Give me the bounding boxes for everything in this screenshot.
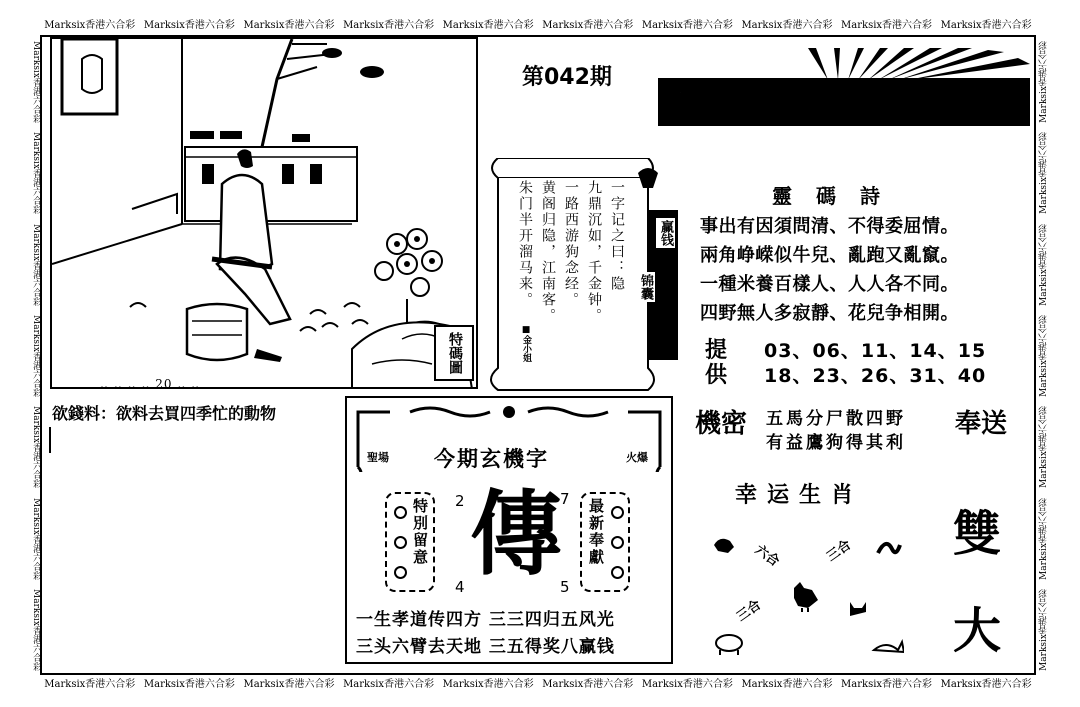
watermark-text: Marksix香港六合彩 (1039, 40, 1049, 123)
right-badge (580, 492, 630, 592)
poem-line: 事出有因須問清、不得委屈情。 (700, 216, 959, 237)
tiger-icon (712, 535, 736, 555)
box-verse-2: 三头六臂去天地 三五得奖八赢钱 (356, 637, 615, 657)
double-bottom-char: 大 (953, 603, 1002, 659)
text-cursor (49, 427, 51, 453)
watermark-text: Marksix香港六合彩 (31, 406, 41, 489)
three-harmony-label: 三合 (824, 537, 855, 565)
digit: 2 (455, 492, 465, 510)
badge-dot (611, 566, 624, 579)
watermark-text: Marksix香港六合彩 (31, 40, 41, 123)
pig-icon (712, 632, 746, 656)
watermark-text: Marksix香港六合彩 (542, 679, 634, 690)
three-harmony-label: 三合 (734, 597, 765, 625)
watermark-text: Marksix香港六合彩 (31, 132, 41, 215)
badge-dot (394, 506, 407, 519)
watermark-text: Marksix香港六合彩 (243, 20, 335, 31)
double-top-char: 雙 (953, 506, 1002, 562)
watermark-text: Marksix香港六合彩 (1039, 132, 1049, 215)
watermark-text: Marksix香港六合彩 (44, 679, 136, 690)
ox-icon (848, 598, 868, 618)
right-badge-text: 最新奉獻 (587, 498, 605, 566)
scroll-line: 朱门半开溜马来。 (517, 180, 533, 308)
watermark-text: Marksix香港六合彩 (940, 20, 1032, 31)
scene-caption: ‥ ‥ ‥ ‥ 20 ‥ ‥ (100, 377, 201, 391)
mystery-character: 傳 (470, 480, 563, 588)
scene-illustration (50, 37, 478, 389)
box-verse-1: 一生孝道传四方 三三四归五风光 (356, 610, 615, 630)
watermark-text: Marksix香港六合彩 (1039, 497, 1049, 580)
watermark-text: Marksix香港六合彩 (143, 679, 235, 690)
snake-icon (874, 535, 902, 557)
rabbit-icon (870, 636, 904, 656)
watermark-text: Marksix香港六合彩 (641, 679, 733, 690)
secret-label: 機密 (695, 409, 748, 439)
rooster-icon (788, 580, 822, 612)
watermark-text: Marksix香港六合彩 (841, 679, 933, 690)
watermark-text: Marksix香港六合彩 (741, 679, 833, 690)
badge-dot (394, 536, 407, 549)
watermark-top (40, 17, 1036, 35)
poem-line: 一種米養百樣人、人人各不同。 (700, 274, 959, 295)
special-code-badge: 特碼圖 (434, 325, 474, 381)
watermark-text: Marksix香港六合彩 (31, 497, 41, 580)
tab-top-text: 赢钱 (658, 220, 673, 246)
box-right-tag: 火爆 (626, 451, 648, 464)
left-badge (385, 492, 435, 592)
watermark-text: Marksix香港六合彩 (442, 20, 534, 31)
box-title: 今期玄機字 (434, 446, 549, 471)
digit: 4 (455, 578, 465, 596)
page-title: 香港六合彩博彩通 (660, 84, 948, 127)
tab-ribbon (638, 210, 678, 360)
left-badge-text: 特別留意 (411, 498, 429, 566)
watermark-text: Marksix香港六合彩 (243, 679, 335, 690)
riddle-text: 欲錢料：欲料去買四季忙的動物 (52, 404, 277, 423)
tab-bottom-text: 锦囊 (638, 274, 653, 300)
watermark-text: Marksix香港六合彩 (1039, 223, 1049, 306)
numbers-row-2: 18、23、26、31、40 (764, 365, 987, 387)
gift-label: 奉送 (955, 409, 1008, 439)
secret-line: 有益鷹狗得其利 (766, 433, 906, 453)
six-harmony-label: 六合 (751, 542, 782, 570)
secret-line: 五馬分尸散四野 (766, 409, 906, 429)
watermark-text: Marksix香港六合彩 (940, 679, 1032, 690)
scroll-line: 一路西游狗念经。 (563, 180, 579, 308)
poem-line: 四野無人多寂靜、花兒争相開。 (700, 303, 959, 324)
watermark-left (24, 36, 40, 676)
watermark-text: Marksix香港六合彩 (1039, 315, 1049, 397)
lucky-zodiac-title: 幸运生肖 (735, 482, 864, 508)
watermark-text: Marksix香港六合彩 (343, 679, 435, 690)
watermark-text: Marksix香港六合彩 (741, 20, 833, 31)
watermark-text: Marksix香港六合彩 (1039, 406, 1049, 489)
watermark-text: Marksix香港六合彩 (143, 20, 235, 31)
watermark-text: Marksix香港六合彩 (31, 589, 41, 672)
scroll-line: 一字记之曰：隐 (609, 180, 625, 292)
badge-dot (611, 536, 624, 549)
scene-drawing (52, 39, 478, 389)
numbers-label-1: 提 (705, 337, 728, 363)
issue-number: 第042期 (522, 65, 612, 90)
digit: 5 (560, 578, 570, 596)
watermark-text: Marksix香港六合彩 (343, 20, 435, 31)
author-signature: ■金小姐 (521, 325, 531, 362)
poem-line: 兩角峥嵘似牛兒、亂跑又亂竄。 (700, 245, 959, 266)
numbers-row-1: 03、06、11、14、15 (764, 340, 987, 362)
box-left-tag: 聖場 (367, 451, 389, 464)
digit: 7 (560, 490, 570, 508)
poem-title: 靈碼詩 (772, 184, 904, 208)
watermark-bottom (40, 676, 1036, 694)
watermark-text: Marksix香港六合彩 (442, 679, 534, 690)
badge-dot (394, 566, 407, 579)
scroll-line: 黄阁归隐，江南客。 (540, 180, 556, 324)
watermark-text: Marksix香港六合彩 (542, 20, 634, 31)
watermark-text: Marksix香港六合彩 (44, 20, 136, 31)
watermark-text: Marksix香港六合彩 (31, 223, 41, 306)
watermark-text: Marksix香港六合彩 (841, 20, 933, 31)
watermark-right (1040, 36, 1056, 676)
badge-dot (611, 506, 624, 519)
scroll-line: 九鼎沉如，千金钟。 (586, 180, 602, 324)
numbers-label-2: 供 (705, 362, 728, 388)
watermark-text: Marksix香港六合彩 (641, 20, 733, 31)
watermark-text: Marksix香港六合彩 (1039, 589, 1049, 672)
watermark-text: Marksix香港六合彩 (31, 315, 41, 397)
